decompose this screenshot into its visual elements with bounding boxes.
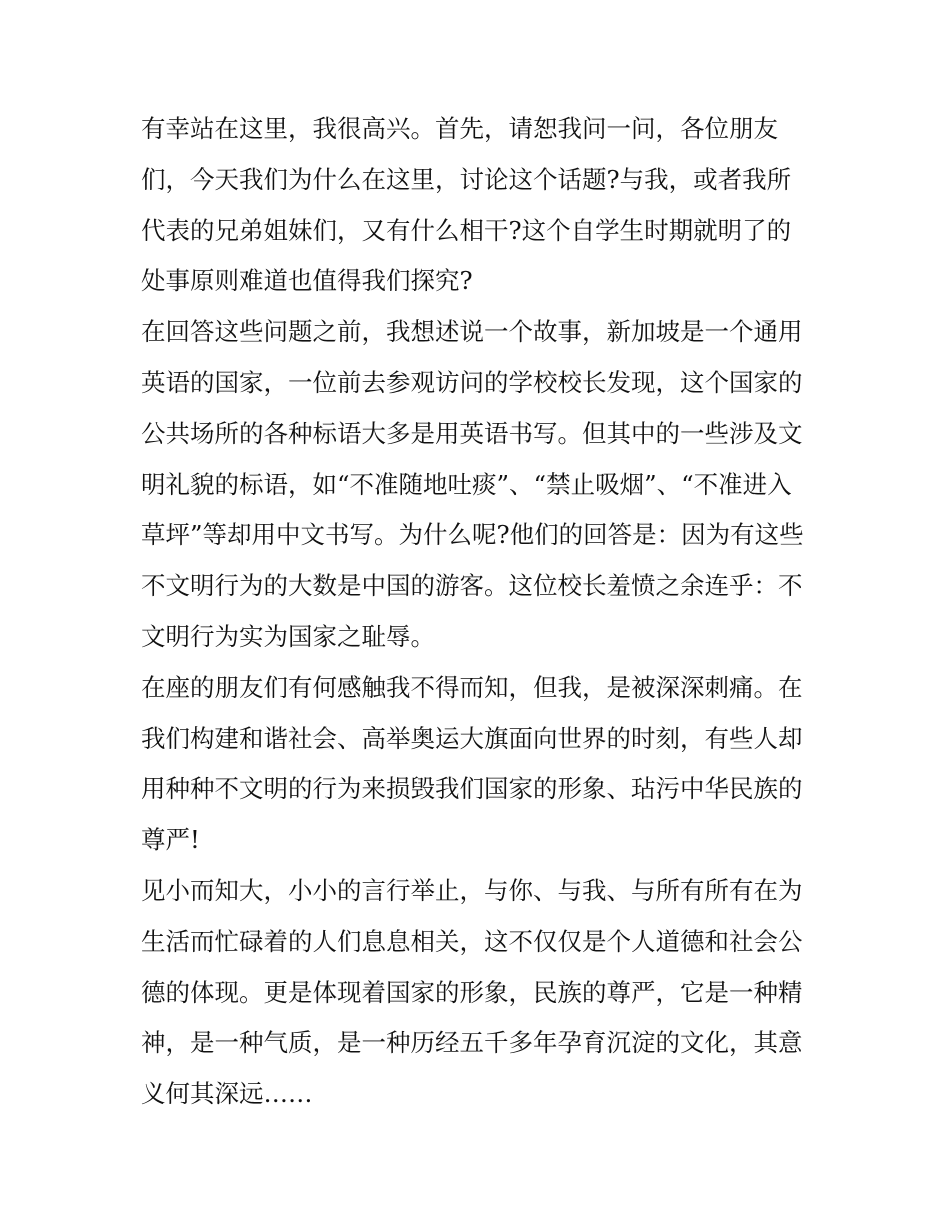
speech-text-body <box>141 104 813 1120</box>
text-line: 不文明行为的大数是中国的游客。这位校长羞愤之余连乎：不 <box>141 571 803 601</box>
text-line: 神，是一种气质，是一种历经五千多年孕育沉淀的文化，其意 <box>141 1028 803 1058</box>
text-line: 处事原则难道也值得我们探究? <box>141 266 473 296</box>
text-line: 们，今天我们为什么在这里，讨论这个话题?与我，或者我所 <box>141 164 792 194</box>
text-line: 我们构建和谐社会、高举奥运大旗面向世界的时刻，有些人却 <box>141 723 803 753</box>
text-line: 草坪”等却用中文书写。为什么呢?他们的回答是：因为有这些 <box>141 520 804 550</box>
text-line: 尊严! <box>141 825 200 855</box>
text-line: 用种种不文明的行为来损毁我们国家的形象、玷污中华民族的 <box>141 774 803 804</box>
text-line: 德的体现。更是体现着国家的形象，民族的尊严，它是一种精 <box>141 977 803 1007</box>
text-line: 明礼貌的标语，如“不准随地吐痰”、“禁止吸烟”、“不准进入 <box>141 469 792 499</box>
text-line: 义何其深远…… <box>141 1079 313 1109</box>
text-line: 有幸站在这里，我很高兴。首先，请恕我问一问，各位朋友 <box>141 114 778 143</box>
text-line: 文明行为实为国家之耻辱。 <box>141 621 435 651</box>
text-line: 在回答这些问题之前，我想述说一个故事，新加坡是一个通用 <box>141 317 803 347</box>
text-line: 英语的国家，一位前去参观访问的学校校长发现，这个国家的 <box>141 367 803 397</box>
text-line: 在座的朋友们有何感触我不得而知，但我，是被深深刺痛。在 <box>141 672 803 702</box>
text-line: 生活而忙碌着的人们息息相关，这不仅仅是个人道德和社会公 <box>141 926 803 956</box>
text-line: 公共场所的各种标语大多是用英语书写。但其中的一些涉及文 <box>141 418 803 448</box>
text-line: 见小而知大，小小的言行举止，与你、与我、与所有所有在为 <box>141 875 803 905</box>
text-line: 代表的兄弟姐妹们，又有什么相干?这个自学生时期就明了的 <box>141 215 792 245</box>
